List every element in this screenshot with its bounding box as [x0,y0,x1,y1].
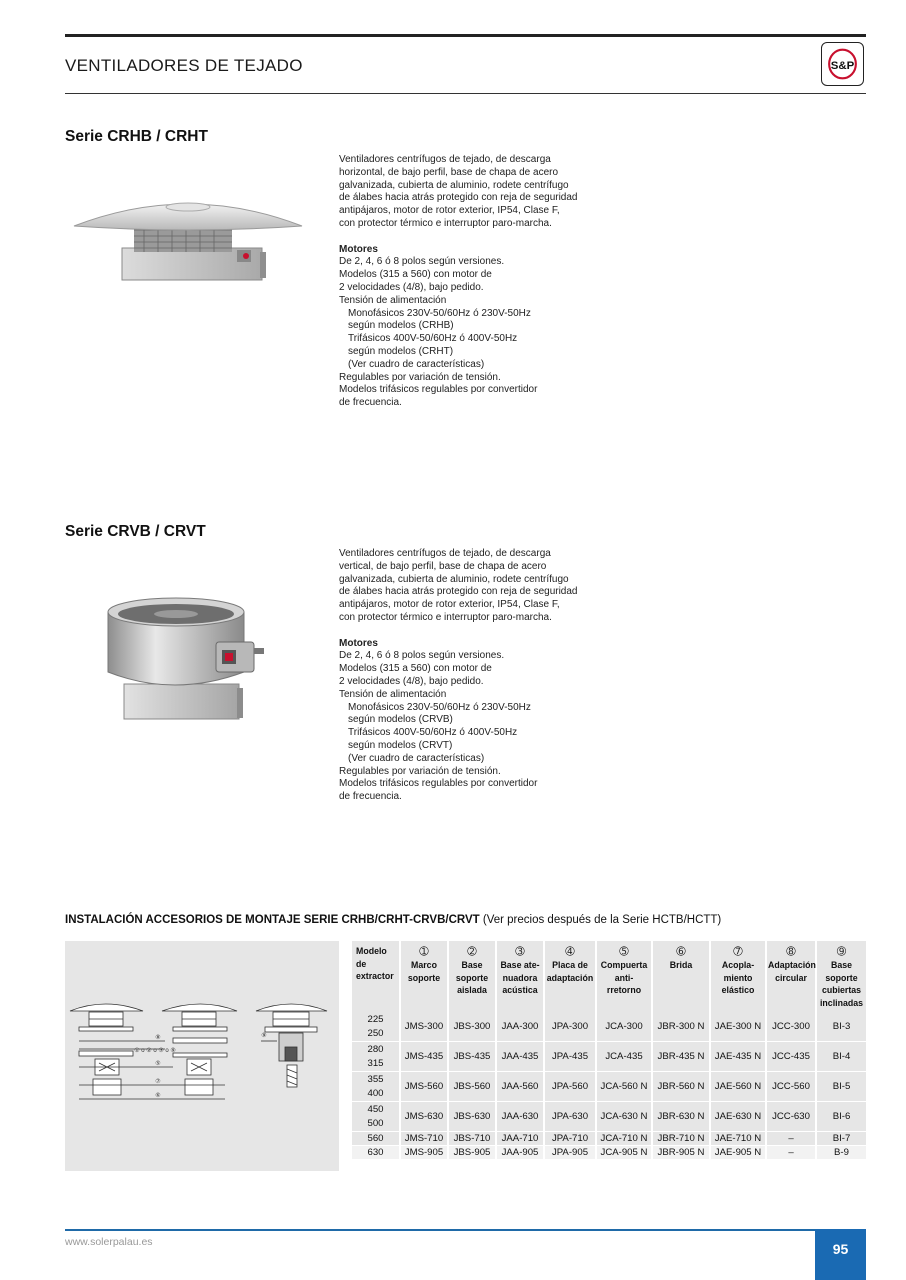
accessory-code-cell: JBR-630 N [652,1102,710,1132]
accessory-code-cell: JBS-710 [448,1132,496,1146]
crvb-fan-image [104,592,274,727]
model-cell [352,1012,400,1042]
column-header-label: soporte [455,972,489,983]
crvb-desc-line: vertical, de bajo perfil, base de chapa de acero [339,560,547,572]
model-size: 400 [367,1087,384,1099]
accessory-code-cell: JBS-905 [448,1146,496,1160]
column-header-label: elástico [721,985,755,995]
accessory-code-cell: JPA-905 [544,1146,596,1160]
crhb-description [339,154,609,410]
accessory-code-cell: JBS-300 [448,1012,496,1042]
accessory-code-cell: JPA-710 [544,1132,596,1146]
accessory-code-cell: JAA-560 [496,1072,544,1102]
column-number-badge: ➇ [786,946,796,958]
model-size: 315 [367,1057,384,1069]
table-row [352,1012,866,1042]
column-header-label: Brida [669,960,693,970]
accessory-code-cell: JCC-560 [766,1072,816,1102]
accessory-code-cell: JBR-560 N [652,1072,710,1102]
diagram-label: ① o ② o ③ o ⑨ [134,1048,176,1054]
column-header-label: extractor [356,971,394,981]
crhb-tension-line: según modelos (CRHT) [348,345,454,357]
diagram-label: ⑥ [155,1093,161,1099]
accessory-code-cell: JCA-300 [596,1012,652,1042]
accessory-code-cell: JMS-630 [400,1102,448,1132]
accessory-code-cell: JMS-435 [400,1042,448,1072]
column-header-model [352,941,400,1012]
crvb-motor-line: 2 velocidades (4/8), bajo pedido. [339,675,484,687]
model-size: 630 [367,1147,384,1158]
crvb-tension-line: según modelos (CRVT) [348,739,453,751]
accessory-code-cell: JAE-300 N [710,1012,766,1042]
model-size: 225 [367,1013,384,1025]
footer-rule [65,1229,815,1231]
column-header-label: Adaptación [768,960,816,970]
crvb-desc-line: con protector térmico e interruptor paro-marcha. [339,611,552,623]
model-cell [352,1072,400,1102]
accessory-code-cell: JAE-710 N [710,1132,766,1146]
page-number: 95 [832,1241,849,1257]
model-size: 500 [367,1117,384,1129]
crhb-regulation-line: Modelos trifásicos regulables por convertidor [339,384,538,396]
accessories-title-note: (Ver precios después de la Serie HCTB/HCTT) [482,914,722,926]
crhb-motor-line: De 2, 4, 6 ó 8 polos según versiones. [339,256,505,268]
accessory-code-cell: JMS-710 [400,1132,448,1146]
accessory-code-cell: JCA-905 N [596,1146,652,1160]
accessory-code-cell: JBS-560 [448,1072,496,1102]
accessory-code-cell: JCC-435 [766,1042,816,1072]
column-header-accessory [710,941,766,1012]
crhb-desc-line: antipájaros, motor de rotor exterior, IP54, Clase F, [339,205,560,217]
column-header-accessory [496,941,544,1012]
column-header-label: nuadora [502,972,538,983]
crvb-description [339,548,609,804]
crhb-desc-line: con protector térmico e interruptor paro-marcha. [339,217,552,229]
column-header-label: Base ate- [500,960,540,970]
crvb-motor-line: Tensión de alimentación [339,688,447,700]
page-number-badge [815,1229,866,1280]
table-row [352,1102,866,1132]
crhb-desc-line: de álabes hacia atrás protegido con reja de seguridad [339,192,578,204]
accessory-code-cell: JCC-630 [766,1102,816,1132]
diagram-label: ⑧ [155,1035,161,1041]
accessory-code-cell: JBS-435 [448,1042,496,1072]
crvb-desc-line: Ventiladores centrífugos de tejado, de descarga [339,548,551,559]
column-header-label: Placa de [552,960,588,970]
column-header-accessory [448,941,496,1012]
column-header-label: adaptación [546,972,594,983]
accessory-code-cell: JCA-630 N [596,1102,652,1132]
column-header-label: Acopla- [721,960,755,970]
crhb-motores-heading: Motores [339,243,378,255]
accessories-title-bold: INSTALACIÓN ACCESORIOS DE MONTAJE SERIE CRHB/CRHT-CRVB/CRVT [65,914,480,926]
accessory-code-cell: JBR-300 N [652,1012,710,1042]
accessory-code-cell: JCA-710 N [596,1132,652,1146]
column-number-badge: ➀ [419,946,429,958]
crvb-tension-line: (Ver cuadro de características) [348,752,485,764]
accessory-code-cell: – [766,1132,816,1146]
accessory-code-cell: JBR-435 N [652,1042,710,1072]
crvb-desc-line: de álabes hacia atrás protegido con reja de seguridad [339,586,578,598]
column-number-badge: ➅ [676,946,686,958]
model-size: 355 [367,1073,384,1085]
column-header-label: rretorno [606,985,642,995]
crhb-motor-line: Modelos (315 a 560) con motor de [339,269,492,281]
accessories-section-title [65,914,721,926]
column-header-label: circular [775,972,807,983]
accessory-code-cell: JCC-300 [766,1012,816,1042]
column-header-accessory [596,941,652,1012]
column-header-label: anti- [614,972,634,983]
accessory-code-cell: BI-5 [816,1072,866,1102]
accessory-code-cell: JMS-560 [400,1072,448,1102]
accessory-code-cell: JBS-630 [448,1102,496,1132]
column-number-badge: ➄ [619,946,629,958]
accessory-code-cell: JPA-435 [544,1042,596,1072]
accessory-code-cell: JAA-435 [496,1042,544,1072]
series-title-crvb: Serie CRVB / CRVT [65,523,206,540]
column-header-accessory [766,941,816,1012]
accessory-code-cell: JPA-300 [544,1012,596,1042]
column-header-label: miento [723,972,753,983]
model-cell [352,1132,400,1146]
model-cell [352,1102,400,1132]
accessory-code-cell: BI-6 [816,1102,866,1132]
diagram-label: ⑨ [261,1033,267,1039]
crvb-desc-line: galvanizada, cubierta de aluminio, rodete centrífugo [339,573,569,585]
crhb-desc-line: galvanizada, cubierta de aluminio, rodete centrífugo [339,179,569,191]
footer-url[interactable]: www.solerpalau.es [65,1236,153,1248]
crvb-motor-line: Modelos (315 a 560) con motor de [339,663,492,675]
column-header-accessory [652,941,710,1012]
crvb-regulation-line: Regulables por variación de tensión. [339,765,501,777]
accessory-code-cell: JAE-905 N [710,1146,766,1160]
accessory-code-cell: JAE-630 N [710,1102,766,1132]
accessories-table [352,941,866,1160]
column-number-badge: ➆ [733,946,743,958]
column-header-label: soporte [825,972,858,983]
accessory-code-cell: JMS-300 [400,1012,448,1042]
column-header-label: cubiertas [821,985,862,995]
crvb-desc-line: antipájaros, motor de rotor exterior, IP54, Clase F, [339,599,560,611]
column-header-accessory [544,941,596,1012]
column-header-label: acústica [502,985,538,995]
column-header-label: soporte [407,972,441,983]
column-header-label: Compuerta [600,960,648,970]
accessory-code-cell: JCA-435 [596,1042,652,1072]
column-header-label: aislada [457,985,487,995]
column-number-badge: ➂ [515,946,525,958]
table-row [352,1146,866,1160]
model-size: 560 [367,1133,384,1144]
series-title-crhb: Serie CRHB / CRHT [65,128,208,145]
crhb-regulation-line: Regulables por variación de tensión. [339,371,501,383]
header-rule [65,93,866,94]
accessory-code-cell: JAA-630 [496,1102,544,1132]
column-header-label: Base [461,960,483,970]
crhb-tension-line: Trifásicos 400V-50/60Hz ó 400V-50Hz [348,333,518,345]
accessory-code-cell: BI-3 [816,1012,866,1042]
accessory-code-cell: JCA-560 N [596,1072,652,1102]
crhb-desc-line: horizontal, de bajo perfil, base de chapa de acero [339,166,559,178]
column-header-label: Base [830,960,853,970]
accessory-code-cell: JAA-710 [496,1132,544,1146]
svg-text:S&P: S&P [830,59,855,72]
model-size: 250 [367,1027,384,1039]
crhb-tension-line: según modelos (CRHB) [348,320,454,332]
accessory-code-cell: BI-7 [816,1132,866,1146]
table-row [352,1132,866,1146]
model-size: 280 [367,1043,384,1055]
column-number-badge: ➈ [836,946,847,958]
crhb-regulation-line: de frecuencia. [339,397,402,409]
accessory-code-cell: JPA-630 [544,1102,596,1132]
crvb-tension-line: Trifásicos 400V-50/60Hz ó 400V-50Hz [348,727,518,739]
column-header-label: Modelo [356,946,387,956]
column-header-label: inclinadas [819,997,864,1008]
accessory-code-cell: JBR-905 N [652,1146,710,1160]
crvb-regulation-line: Modelos trifásicos regulables por convertidor [339,778,538,790]
crvb-regulation-line: de frecuencia. [339,791,402,803]
crhb-fan-image [72,190,304,290]
crvb-tension-line: según modelos (CRVB) [348,714,453,726]
column-number-badge: ➁ [467,946,477,958]
column-header-accessory [816,941,866,1012]
accessory-code-cell: JMS-905 [400,1146,448,1160]
crvb-tension-line: Monofásicos 230V-50/60Hz ó 230V-50Hz [348,701,531,713]
table-row [352,1042,866,1072]
crhb-motor-line: Tensión de alimentación [339,294,447,306]
crhb-tension-line: (Ver cuadro de características) [348,358,485,370]
column-header-label: Marco [411,960,437,970]
accessory-code-cell: JPA-560 [544,1072,596,1102]
accessory-code-cell: JBR-710 N [652,1132,710,1146]
column-number-badge: ➃ [565,946,575,958]
column-header-accessory [400,941,448,1012]
diagram-label: ⑤ [155,1061,161,1067]
crhb-tension-line: Monofásicos 230V-50/60Hz ó 230V-50Hz [348,307,531,319]
model-size: 450 [367,1103,384,1115]
accessory-code-cell: – [766,1146,816,1160]
accessory-code-cell: B-9 [816,1146,866,1160]
accessory-code-cell: JAA-905 [496,1146,544,1160]
crvb-motor-line: De 2, 4, 6 ó 8 polos según versiones. [339,650,505,662]
model-cell [352,1042,400,1072]
accessory-code-cell: JAE-435 N [710,1042,766,1072]
accessory-code-cell: JAA-300 [496,1012,544,1042]
table-row [352,1072,866,1102]
crhb-motor-line: 2 velocidades (4/8), bajo pedido. [339,281,484,293]
crvb-motores-heading: Motores [339,637,378,649]
accessory-code-cell: BI-4 [816,1042,866,1072]
page-header-title: VENTILADORES DE TEJADO [65,56,303,75]
top-rule [65,34,866,37]
diagram-label: ⑦ [155,1079,161,1085]
mounting-diagram [65,941,339,1171]
column-header-label: de [356,958,367,969]
accessory-code-cell: JAE-560 N [710,1072,766,1102]
sp-logo [821,42,864,86]
crhb-desc-line: Ventiladores centrífugos de tejado, de descarga [339,154,551,165]
model-cell [352,1146,400,1160]
